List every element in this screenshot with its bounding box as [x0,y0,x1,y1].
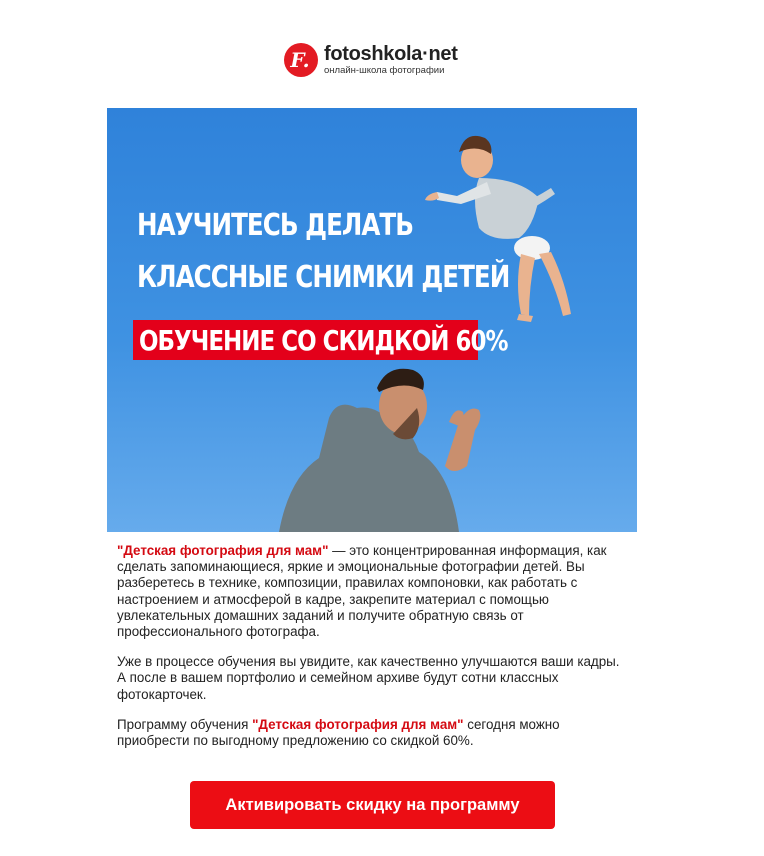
hero-promo-text: ОБУЧЕНИЕ СО СКИДКОЙ 60% [139,324,508,357]
activate-discount-button[interactable]: Активировать скидку на программу [190,781,555,829]
hero-banner[interactable] [107,108,637,532]
logo-tagline: онлайн-школа фотографии [324,65,445,77]
fotoshkola-logo-icon [283,42,319,78]
course-name-highlight: "Детская фотография для мам" [117,543,329,558]
logo-name: fotoshkola·net [324,43,458,66]
paragraph-offer-before: Программу обучения [117,716,253,732]
hero-promo-badge [133,320,508,360]
father-figure [279,369,480,532]
body-copy [117,543,632,763]
svg-text:F.: F. [290,48,310,72]
paragraph-intro [117,543,632,640]
course-name-highlight: "Детская фотография для мам" [252,716,464,732]
paragraph-results: Уже в процессе обучения вы увидите, как качественно улучшаются ваши кадры. А после в вашем портфолио и семейном архиве будут сотни классных фотокарточек. [117,654,620,702]
hero-headline-line1: НАУЧИТЕСЬ ДЕЛАТЬ [137,208,413,243]
paragraph-intro-text: — это концентрированная информация, как сделать запоминающиеся, яркие и эмоциональные фотографии детей. Вы разберетесь в технике, композиции, правилах компоновки, как работать с настроением и атмосферой в кадре, закрепите материал с помощью увлекательных домашних заданий и получите обратную связь от профессионального фотографа. [117,543,607,640]
logo-link[interactable] [283,42,458,78]
hero-headline-line2: КЛАССНЫЕ СНИМКИ ДЕТЕЙ [137,260,510,295]
paragraph-offer [117,717,632,749]
logo-text [324,44,458,76]
paragraph-offer-after: сегодня можно приобрести по выгодному предложению со скидкой 60%. [117,716,560,749]
